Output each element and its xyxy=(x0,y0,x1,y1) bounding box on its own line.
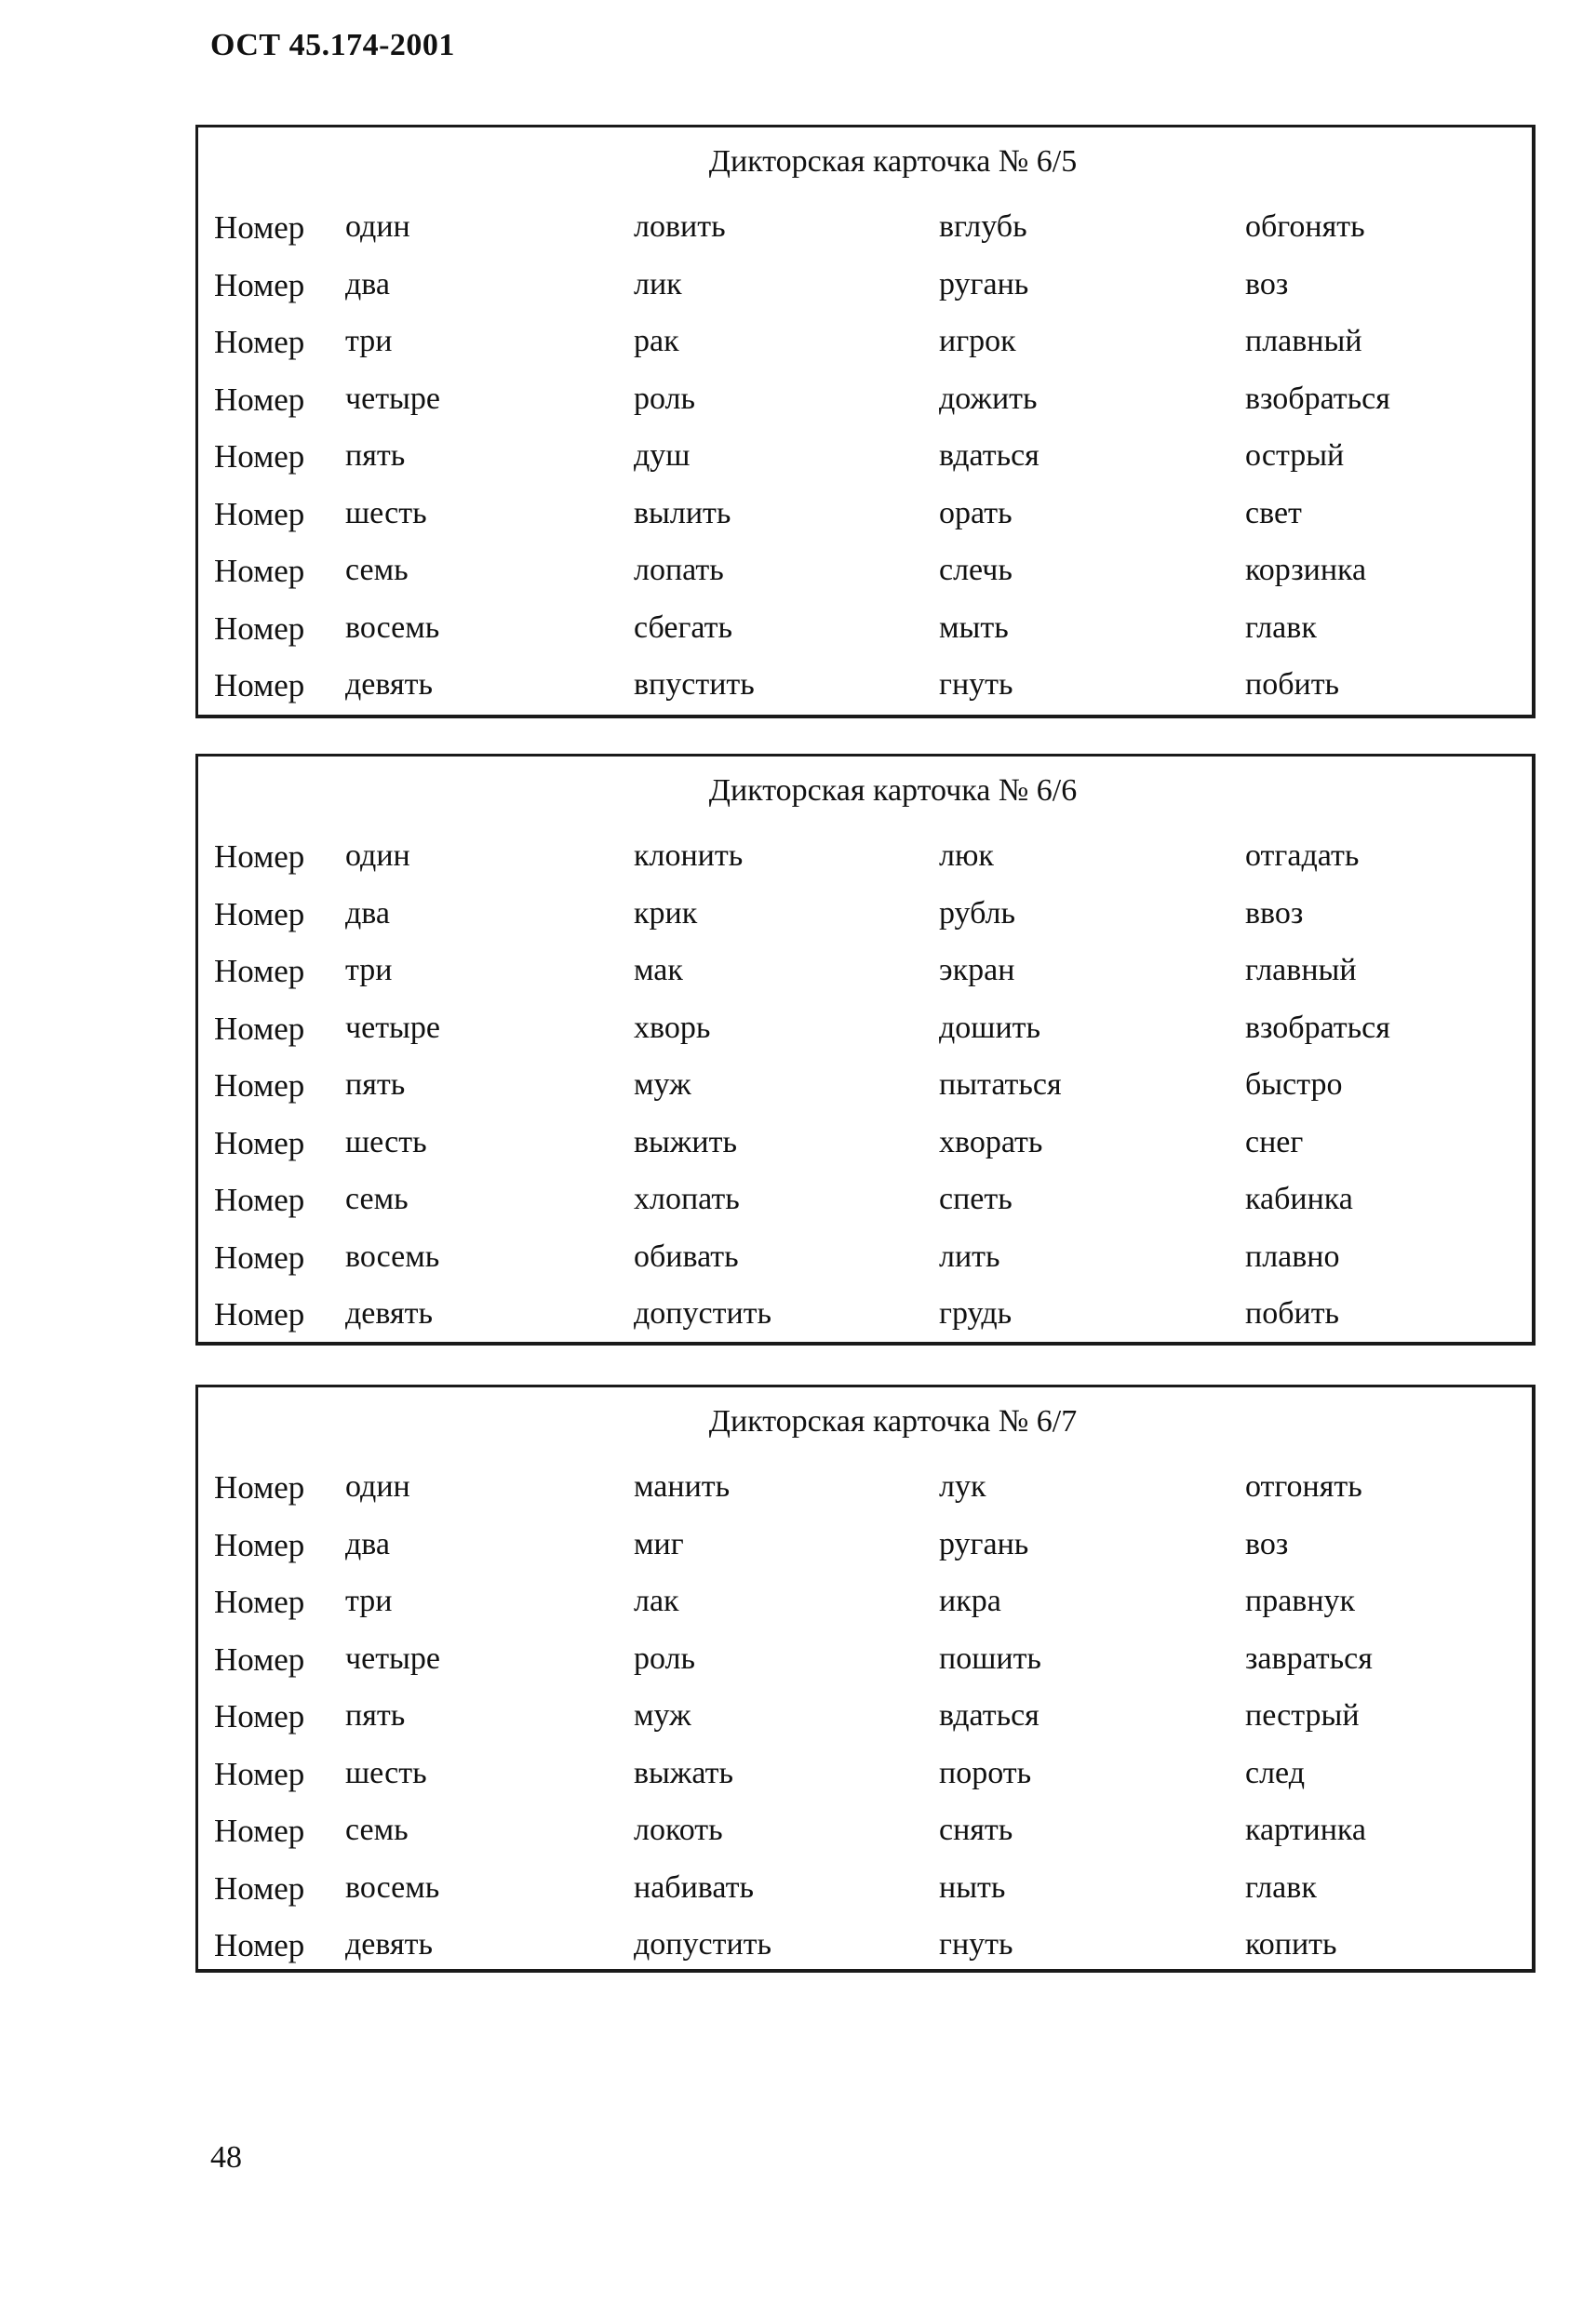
table-row xyxy=(198,1756,1532,1814)
test-word: допустить xyxy=(634,1296,772,1331)
test-word: корзинка xyxy=(1245,553,1367,587)
number-word: восемь xyxy=(345,1239,440,1274)
test-word: главк xyxy=(1245,609,1317,645)
table-row xyxy=(198,1527,1532,1585)
test-word: пестрый xyxy=(1245,1698,1360,1733)
test-word: снег xyxy=(1245,1124,1304,1159)
table-row xyxy=(198,209,1532,267)
test-word: выжить xyxy=(634,1124,737,1159)
row-label: Номер xyxy=(214,495,305,532)
test-word: допустить xyxy=(634,1927,772,1962)
test-word: ввоз xyxy=(1245,895,1304,931)
card-rows xyxy=(198,209,1532,725)
test-word: муж xyxy=(634,1067,691,1102)
speaker-card xyxy=(195,125,1536,718)
number-word: два xyxy=(345,1526,390,1561)
test-word: хворать xyxy=(939,1124,1043,1159)
test-word: обивать xyxy=(634,1239,739,1274)
card-title: Дикторская карточка № 6/7 xyxy=(708,1404,1078,1439)
test-word: впустить xyxy=(634,667,755,702)
test-word: взобраться xyxy=(1245,381,1390,416)
test-word: пошить xyxy=(939,1641,1041,1676)
card-rows xyxy=(198,1469,1532,1985)
test-word: люк xyxy=(939,838,994,873)
test-word: дожить xyxy=(939,381,1038,416)
table-row xyxy=(198,1125,1532,1183)
number-word: четыре xyxy=(345,1010,440,1045)
row-label: Номер xyxy=(214,209,305,246)
table-row xyxy=(198,1813,1532,1870)
number-word: семь xyxy=(345,1813,409,1847)
row-label: Номер xyxy=(214,1124,305,1161)
test-word: хлопать xyxy=(634,1182,740,1216)
table-row xyxy=(198,667,1532,725)
row-label: Номер xyxy=(214,438,305,475)
test-word: роль xyxy=(634,381,696,416)
number-word: один xyxy=(345,1469,410,1504)
test-word: игрок xyxy=(939,324,1016,358)
number-word: четыре xyxy=(345,1641,440,1676)
test-word: обгонять xyxy=(1245,209,1365,244)
row-label: Номер xyxy=(214,1869,305,1907)
row-label: Номер xyxy=(214,324,305,360)
number-word: девять xyxy=(345,1296,433,1331)
table-row xyxy=(198,324,1532,382)
test-word: миг xyxy=(634,1526,684,1561)
test-word: мыть xyxy=(939,609,1009,645)
test-word: мак xyxy=(634,953,683,987)
table-row xyxy=(198,1641,1532,1699)
number-word: семь xyxy=(345,553,409,587)
test-word: рак xyxy=(634,324,679,358)
table-row xyxy=(198,1870,1532,1928)
table-row xyxy=(198,496,1532,554)
number-word: три xyxy=(345,1584,393,1618)
number-word: пять xyxy=(345,438,406,473)
number-word: три xyxy=(345,953,393,987)
number-word: три xyxy=(345,324,393,358)
test-word: копить xyxy=(1245,1927,1337,1962)
test-word: вглубь xyxy=(939,209,1027,244)
test-word: картинка xyxy=(1245,1813,1366,1847)
row-label: Номер xyxy=(214,553,305,589)
test-word: воз xyxy=(1245,266,1289,301)
test-word: крик xyxy=(634,895,698,931)
row-label: Номер xyxy=(214,1239,305,1276)
test-word: набивать xyxy=(634,1869,754,1905)
row-label: Номер xyxy=(214,1584,305,1620)
test-word: грудь xyxy=(939,1296,1013,1331)
row-label: Номер xyxy=(214,1641,305,1678)
row-label: Номер xyxy=(214,1010,305,1047)
card-title: Дикторская карточка № 6/6 xyxy=(708,773,1078,808)
test-word: рубль xyxy=(939,895,1016,931)
test-word: побить xyxy=(1245,667,1340,702)
table-row xyxy=(198,953,1532,1011)
row-label: Номер xyxy=(214,266,305,303)
test-word: ныть xyxy=(939,1869,1006,1905)
speaker-card xyxy=(195,754,1536,1346)
test-word: свет xyxy=(1245,495,1302,530)
test-word: побить xyxy=(1245,1296,1340,1331)
test-word: выжать xyxy=(634,1755,733,1790)
test-word: пытаться xyxy=(939,1067,1062,1102)
test-word: ругань xyxy=(939,266,1029,301)
row-label: Номер xyxy=(214,667,305,703)
table-row xyxy=(198,610,1532,668)
test-word: вылить xyxy=(634,495,731,530)
test-word: сбегать xyxy=(634,609,732,645)
table-row xyxy=(198,896,1532,954)
test-word: икра xyxy=(939,1584,1001,1618)
number-word: четыре xyxy=(345,381,440,416)
table-row xyxy=(198,1011,1532,1068)
table-row xyxy=(198,1296,1532,1354)
row-label: Номер xyxy=(214,1296,305,1333)
test-word: острый xyxy=(1245,438,1345,473)
number-word: шесть xyxy=(345,1755,427,1790)
test-word: лак xyxy=(634,1584,679,1618)
row-label: Номер xyxy=(214,838,305,875)
test-word: воз xyxy=(1245,1526,1289,1561)
card-title: Дикторская карточка № 6/5 xyxy=(708,144,1078,179)
test-word: гнуть xyxy=(939,667,1013,702)
test-word: ловить xyxy=(634,209,726,244)
row-label: Номер xyxy=(214,895,305,932)
test-word: взобраться xyxy=(1245,1010,1390,1045)
test-word: правнук xyxy=(1245,1584,1356,1618)
table-row xyxy=(198,838,1532,896)
table-row xyxy=(198,382,1532,439)
speaker-card xyxy=(195,1385,1536,1973)
row-label: Номер xyxy=(214,953,305,989)
test-word: роль xyxy=(634,1641,696,1676)
number-word: девять xyxy=(345,667,433,702)
test-word: отгадать xyxy=(1245,838,1360,873)
row-label: Номер xyxy=(214,609,305,647)
test-word: орать xyxy=(939,495,1013,530)
test-word: вдаться xyxy=(939,438,1039,473)
test-word: лить xyxy=(939,1239,1000,1274)
test-word: спеть xyxy=(939,1182,1013,1216)
table-row xyxy=(198,1927,1532,1985)
number-word: один xyxy=(345,209,410,244)
row-label: Номер xyxy=(214,1067,305,1104)
test-word: главный xyxy=(1245,953,1357,987)
test-word: вдаться xyxy=(939,1698,1039,1733)
row-label: Номер xyxy=(214,1755,305,1792)
test-word: гнуть xyxy=(939,1927,1013,1962)
test-word: экран xyxy=(939,953,1015,987)
document-code: ОСТ 45.174-2001 xyxy=(210,28,455,62)
test-word: плавный xyxy=(1245,324,1362,358)
test-word: отгонять xyxy=(1245,1469,1362,1504)
test-word: локоть xyxy=(634,1813,723,1847)
test-word: завраться xyxy=(1245,1641,1373,1676)
test-word: дошить xyxy=(939,1010,1041,1045)
test-word: муж xyxy=(634,1698,691,1733)
number-word: семь xyxy=(345,1182,409,1216)
table-row xyxy=(198,553,1532,610)
number-word: восемь xyxy=(345,609,440,645)
test-word: след xyxy=(1245,1755,1305,1790)
number-word: один xyxy=(345,838,410,873)
number-word: два xyxy=(345,895,390,931)
test-word: кабинка xyxy=(1245,1182,1353,1216)
number-word: пять xyxy=(345,1067,406,1102)
test-word: плавно xyxy=(1245,1239,1340,1274)
test-word: лик xyxy=(634,266,682,301)
table-row xyxy=(198,267,1532,325)
table-row xyxy=(198,438,1532,496)
test-word: клонить xyxy=(634,838,744,873)
number-word: девять xyxy=(345,1927,433,1962)
number-word: шесть xyxy=(345,495,427,530)
test-word: манить xyxy=(634,1469,731,1504)
table-row xyxy=(198,1239,1532,1297)
test-word: пороть xyxy=(939,1755,1032,1790)
table-row xyxy=(198,1182,1532,1239)
table-row xyxy=(198,1067,1532,1125)
row-label: Номер xyxy=(214,1813,305,1849)
test-word: ругань xyxy=(939,1526,1029,1561)
row-label: Номер xyxy=(214,1469,305,1506)
test-word: хворь xyxy=(634,1010,711,1045)
test-word: лопать xyxy=(634,553,724,587)
number-word: пять xyxy=(345,1698,406,1733)
row-label: Номер xyxy=(214,1526,305,1563)
row-label: Номер xyxy=(214,1182,305,1218)
row-label: Номер xyxy=(214,1698,305,1734)
card-rows xyxy=(198,838,1532,1354)
test-word: главк xyxy=(1245,1869,1317,1905)
test-word: слечь xyxy=(939,553,1013,587)
test-word: душ xyxy=(634,438,691,473)
number-word: шесть xyxy=(345,1124,427,1159)
page-number: 48 xyxy=(210,2140,242,2175)
row-label: Номер xyxy=(214,381,305,418)
table-row xyxy=(198,1698,1532,1756)
number-word: восемь xyxy=(345,1869,440,1905)
number-word: два xyxy=(345,266,390,301)
table-row xyxy=(198,1469,1532,1527)
test-word: лук xyxy=(939,1469,986,1504)
table-row xyxy=(198,1584,1532,1641)
row-label: Номер xyxy=(214,1927,305,1963)
test-word: снять xyxy=(939,1813,1013,1847)
test-word: быстро xyxy=(1245,1067,1343,1102)
